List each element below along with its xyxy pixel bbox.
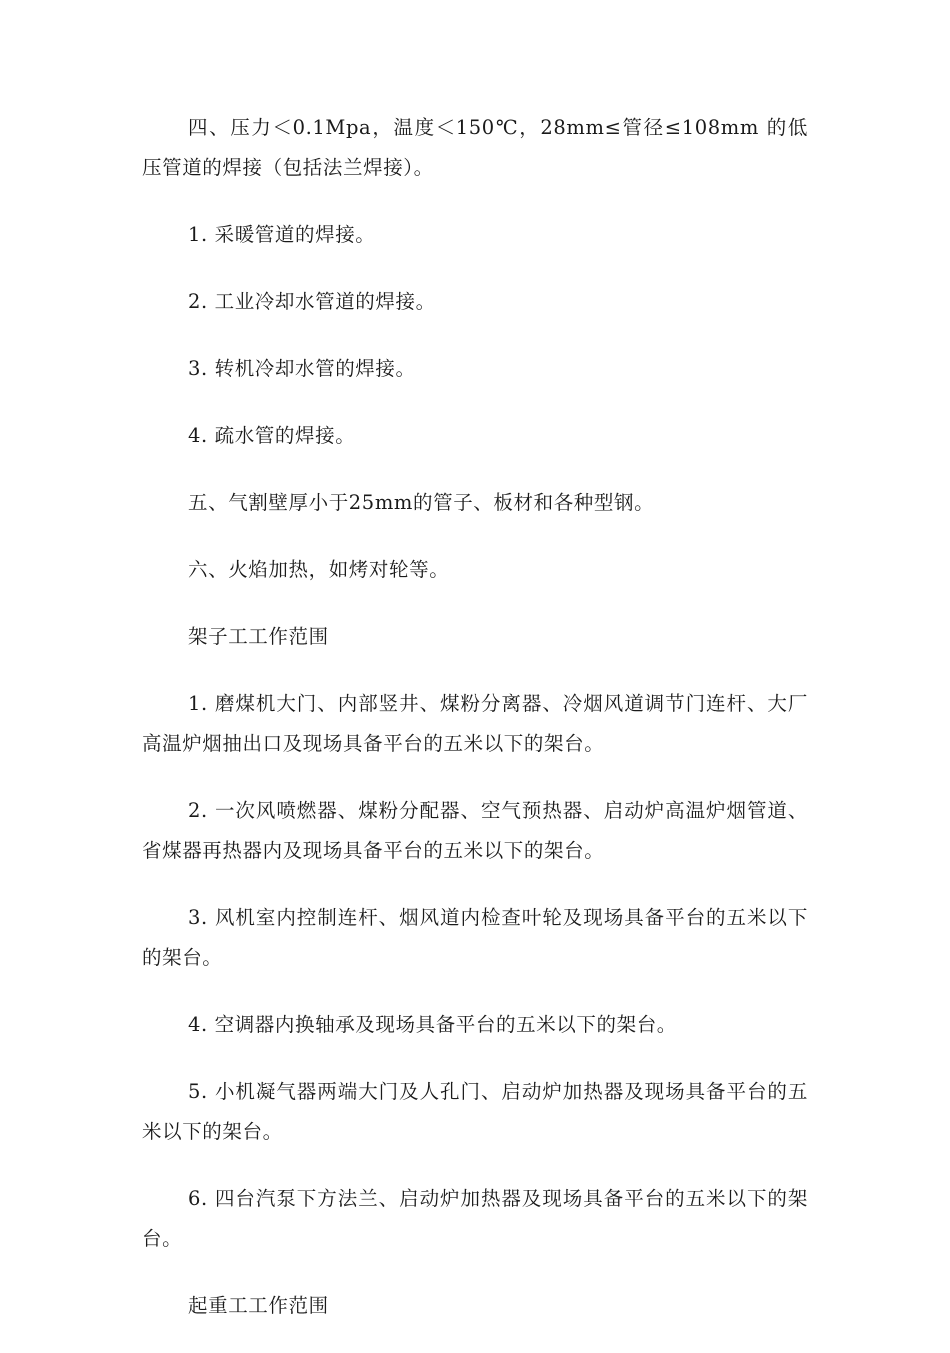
paragraph-scaffold-item-5: 5. 小机凝气器两端大门及人孔门、启动炉加热器及现场具备平台的五米以下的架台。 xyxy=(142,1080,808,1143)
paragraph-scaffold-item-4: 4. 空调器内换轴承及现场具备平台的五米以下的架台。 xyxy=(188,1013,677,1036)
paragraph-item-cooling-water-pipe: 2. 工业冷却水管道的焊接。 xyxy=(188,290,436,313)
paragraph-item-drain-pipe: 4. 疏水管的焊接。 xyxy=(188,424,356,447)
paragraph-scaffold-item-6: 6. 四台汽泵下方法兰、启动炉加热器及现场具备平台的五米以下的架台。 xyxy=(142,1187,808,1250)
paragraph-section-six-flame-heating: 六、火焰加热，如烤对轮等。 xyxy=(188,558,450,581)
document-page xyxy=(142,108,808,1353)
paragraph-section-four-low-pressure-welding: 四、压力＜0.1Mpa，温度＜150℃，28mm≤管径≤108mm 的低压管道的焊接（包括法兰焊接）。 xyxy=(142,116,808,179)
paragraph-scaffold-item-3: 3. 风机室内控制连杆、烟风道内检查叶轮及现场具备平台的五米以下的架台。 xyxy=(142,906,808,969)
heading-rigger-scope: 起重工工作范围 xyxy=(188,1294,329,1317)
paragraph-item-heating-pipe: 1. 采暖管道的焊接。 xyxy=(188,223,376,246)
paragraph-item-rotating-machine-cooling: 3. 转机冷却水管的焊接。 xyxy=(188,357,416,380)
heading-scaffolder-scope: 架子工工作范围 xyxy=(188,625,329,648)
paragraph-scaffold-item-2: 2. 一次风喷燃器、煤粉分配器、空气预热器、启动炉高温炉烟管道、省煤器再热器内及现场具备平台的五米以下的架台。 xyxy=(142,799,808,862)
paragraph-scaffold-item-1: 1. 磨煤机大门、内部竖井、煤粉分离器、冷烟风道调节门连杆、大厂高温炉烟抽出口及现场具备平台的五米以下的架台。 xyxy=(142,692,808,755)
paragraph-section-five-gas-cutting: 五、气割壁厚小于25mm的管子、板材和各种型钢。 xyxy=(188,491,655,514)
